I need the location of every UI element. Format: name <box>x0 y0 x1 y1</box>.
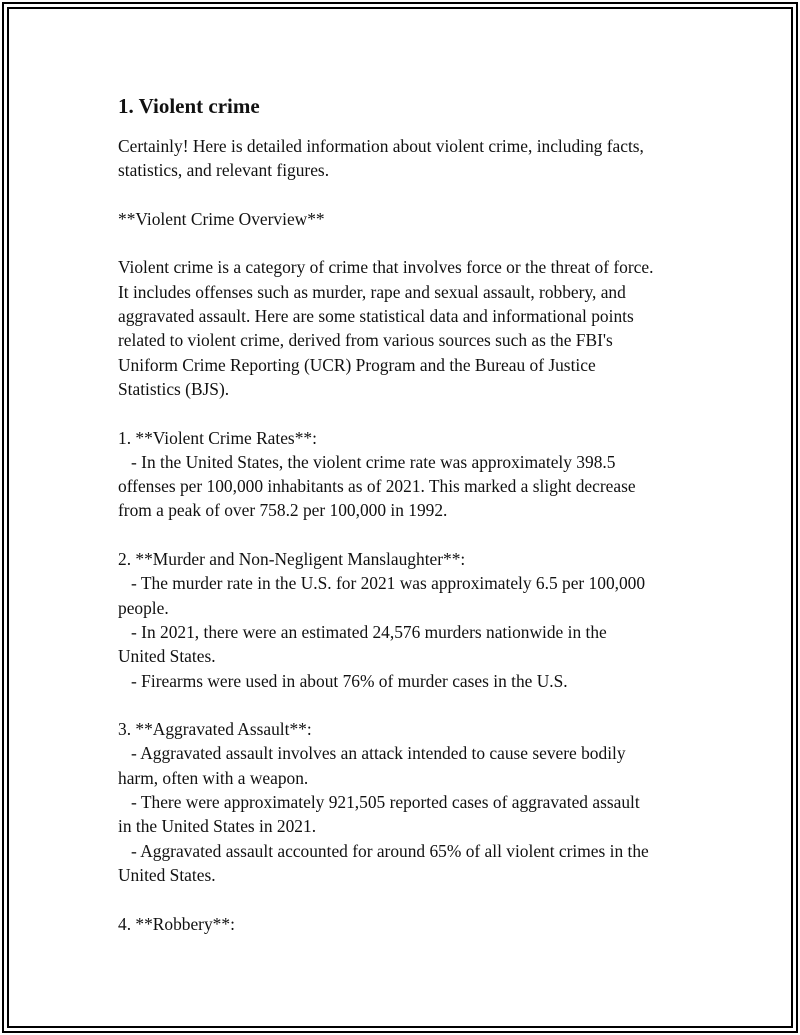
document-content <box>118 92 693 936</box>
page-title: 1. Violent crime <box>118 94 260 118</box>
document-body-text: Certainly! Here is detailed information about violent crime, including facts, statistics, and relevant figures. **Violent Crime Overview** Violent crime is a category of crime that involves force or the threat of force. It includes offenses such as murder, rape and sexual assault, robbery, and aggravated assault. Here are some statistical data and informational points related to violent crime, derived from various sources such as the FBI's Uniform Crime Reporting (UCR) Program and the Bureau of Justice Statistics (BJS). 1. **Violent Crime Rates**: - In the United States, the violent crime rate was approximately 398.5 offenses per 100,000 inhabitants as of 2021. This marked a slight decrease from a peak of over 758.2 per 100,000 in 1992. 2. **Murder and Non-Negligent Manslaughter**: - The murder rate in the U.S. for 2021 was approximately 6.5 per 100,000 people. - In 2021, there were an estimated 24,576 murders nationwide in the United States. - Firearms were used in about 76% of murder cases in the U.S. 3. **Aggravated Assault**: - Aggravated assault involves an attack intended to cause severe bodily harm, often with a weapon. - There were approximately 921,505 reported cases of aggravated assault in the United States in 2021. - Aggravated assault accounted for around 65% of all violent crimes in the United States. 4. **Robbery**: <box>118 136 654 934</box>
